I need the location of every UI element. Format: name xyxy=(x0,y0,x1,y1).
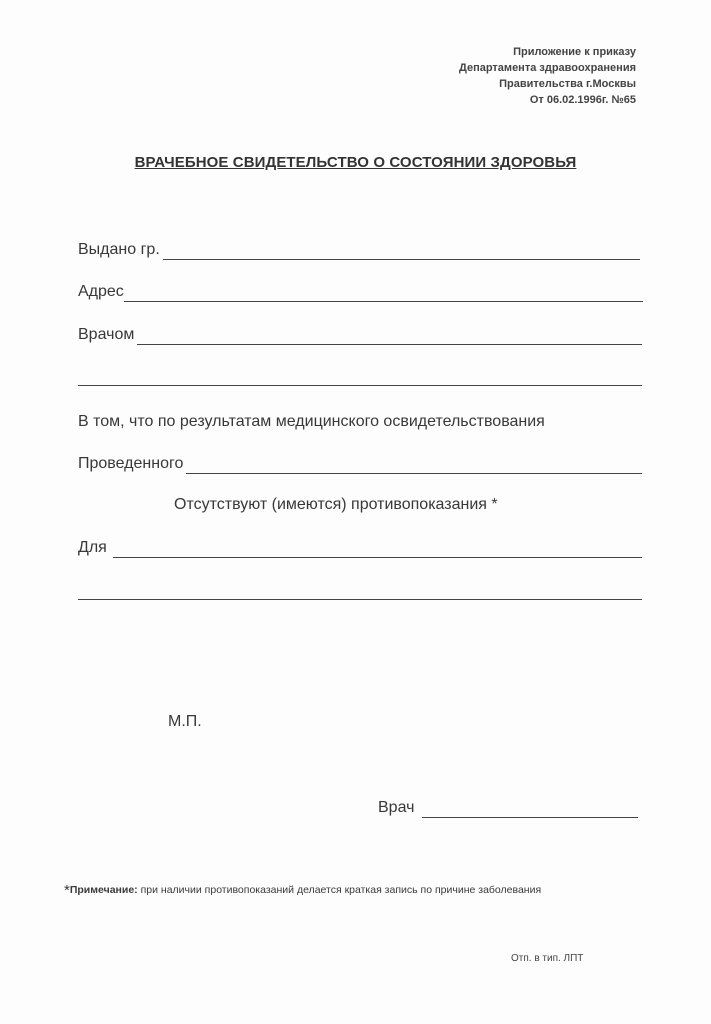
issued-to-label: Выдано гр. xyxy=(78,241,160,258)
print-mark: Отп. в тип. ЛПТ xyxy=(511,953,584,964)
for-field xyxy=(78,538,642,558)
footnote-text: при наличии противопоказаний делается краткая запись по причине заболевания xyxy=(140,884,542,896)
doctor-continuation-line[interactable] xyxy=(78,385,642,386)
footnote-star: * xyxy=(64,882,70,899)
doctor-field xyxy=(78,325,642,345)
signature-line[interactable] xyxy=(422,801,638,818)
order-reference xyxy=(459,44,636,108)
for-label: Для xyxy=(78,539,107,556)
for-line[interactable] xyxy=(113,541,642,558)
address-label: Адрес xyxy=(78,283,124,300)
contraindications-text: Отсутствуют (имеются) противопоказания * xyxy=(174,496,498,513)
order-reference-line-1: Приложение к приказу xyxy=(513,46,636,58)
stamp-placeholder: М.П. xyxy=(168,713,202,730)
issued-to-field xyxy=(78,240,640,260)
footnote-label: Примечание: xyxy=(69,884,138,896)
address-line[interactable] xyxy=(124,285,643,302)
conducted-label: Проведенного xyxy=(78,455,184,472)
footnote xyxy=(64,882,541,899)
issued-to-line[interactable] xyxy=(163,243,640,260)
conducted-field xyxy=(78,454,642,474)
conducted-line[interactable] xyxy=(186,457,642,474)
examination-result-text: В том, что по результатам медицинского освидетельствования xyxy=(78,413,545,430)
doctor-label: Врачом xyxy=(78,326,135,343)
address-field xyxy=(78,282,643,302)
doctor-signature-field xyxy=(378,798,638,818)
for-continuation-line[interactable] xyxy=(78,599,642,600)
doctor-line[interactable] xyxy=(137,328,642,345)
document-title: ВРАЧЕБНОЕ СВИДЕТЕЛЬСТВО О СОСТОЯНИИ ЗДОРОВЬЯ xyxy=(134,154,577,171)
order-reference-line-3: Правительства г.Москвы xyxy=(499,78,636,90)
order-reference-line-2: Департамента здравоохранения xyxy=(459,62,636,74)
order-reference-line-4: От 06.02.1996г. №65 xyxy=(529,94,636,106)
signature-label: Врач xyxy=(378,799,415,816)
